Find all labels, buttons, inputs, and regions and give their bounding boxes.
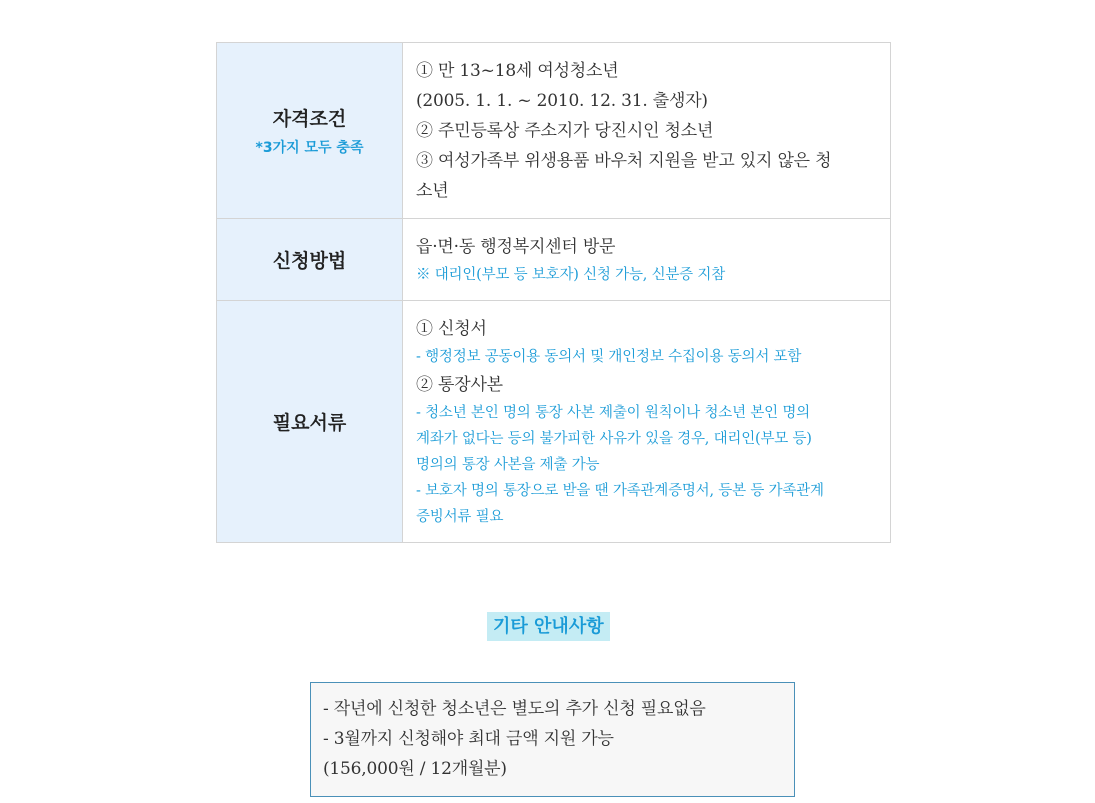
documents-item-2: ② 통장사본 (416, 374, 503, 395)
documents-content (403, 301, 891, 543)
eligibility-table (216, 42, 891, 543)
eligibility-line-2: (2005. 1. 1. ~ 2010. 12. 31. 출생자) (416, 90, 708, 111)
documents-item-1: ① 신청서 (416, 318, 487, 339)
row-label-application (217, 219, 403, 301)
application-note: ※ 대리인(부모 등 보호자) 신청 가능, 신분증 지참 (416, 266, 726, 283)
section-title-other-info: 기타 안내사항 (487, 612, 610, 641)
eligibility-line-5: 소년 (416, 180, 449, 201)
eligibility-line-3: ② 주민등록상 주소지가 당진시인 청소년 (416, 120, 714, 141)
row-label-eligibility (217, 43, 403, 219)
documents-note-2-line-2: 계좌가 없다는 등의 불가피한 사유가 있을 경우, 대리인(부모 등) (416, 430, 812, 447)
documents-note-1: - 행정정보 공동이용 동의서 및 개인정보 수집이용 동의서 포함 (416, 348, 802, 365)
table-row-documents (217, 301, 891, 543)
eligibility-line-1: ① 만 13~18세 여성청소년 (416, 60, 619, 81)
info-box-line-1: - 작년에 신청한 청소년은 별도의 추가 신청 필요없음 (323, 699, 706, 719)
application-line: 읍·면·동 행정복지센터 방문 (416, 236, 616, 257)
documents-note-2-line-3: 명의의 통장 사본을 제출 가능 (416, 456, 600, 473)
documents-note-2-line-1: - 청소년 본인 명의 통장 사본 제출이 원칙이나 청소년 본인 명의 (416, 404, 810, 421)
label-eligibility: 자격조건 (272, 108, 347, 130)
label-required-documents: 필요서류 (272, 412, 347, 434)
label-application-method: 신청방법 (272, 250, 347, 272)
other-info-box (310, 682, 795, 797)
eligibility-content (403, 43, 891, 219)
eligibility-line-4: ③ 여성가족부 위생용품 바우처 지원을 받고 있지 않은 청 (416, 150, 832, 171)
documents-note-2-line-4: - 보호자 명의 통장으로 받을 땐 가족관계증명서, 등본 등 가족관계 (416, 482, 824, 499)
application-content (403, 219, 891, 301)
row-label-documents (217, 301, 403, 543)
table-row-application (217, 219, 891, 301)
label-note-all-three: *3가지 모두 충족 (255, 140, 364, 156)
info-box-line-3: (156,000원 / 12개월분) (323, 759, 507, 779)
documents-note-2-line-5: 증빙서류 필요 (416, 508, 504, 525)
info-box-line-2: - 3월까지 신청해야 최대 금액 지원 가능 (323, 729, 614, 749)
table-row-eligibility (217, 43, 891, 219)
